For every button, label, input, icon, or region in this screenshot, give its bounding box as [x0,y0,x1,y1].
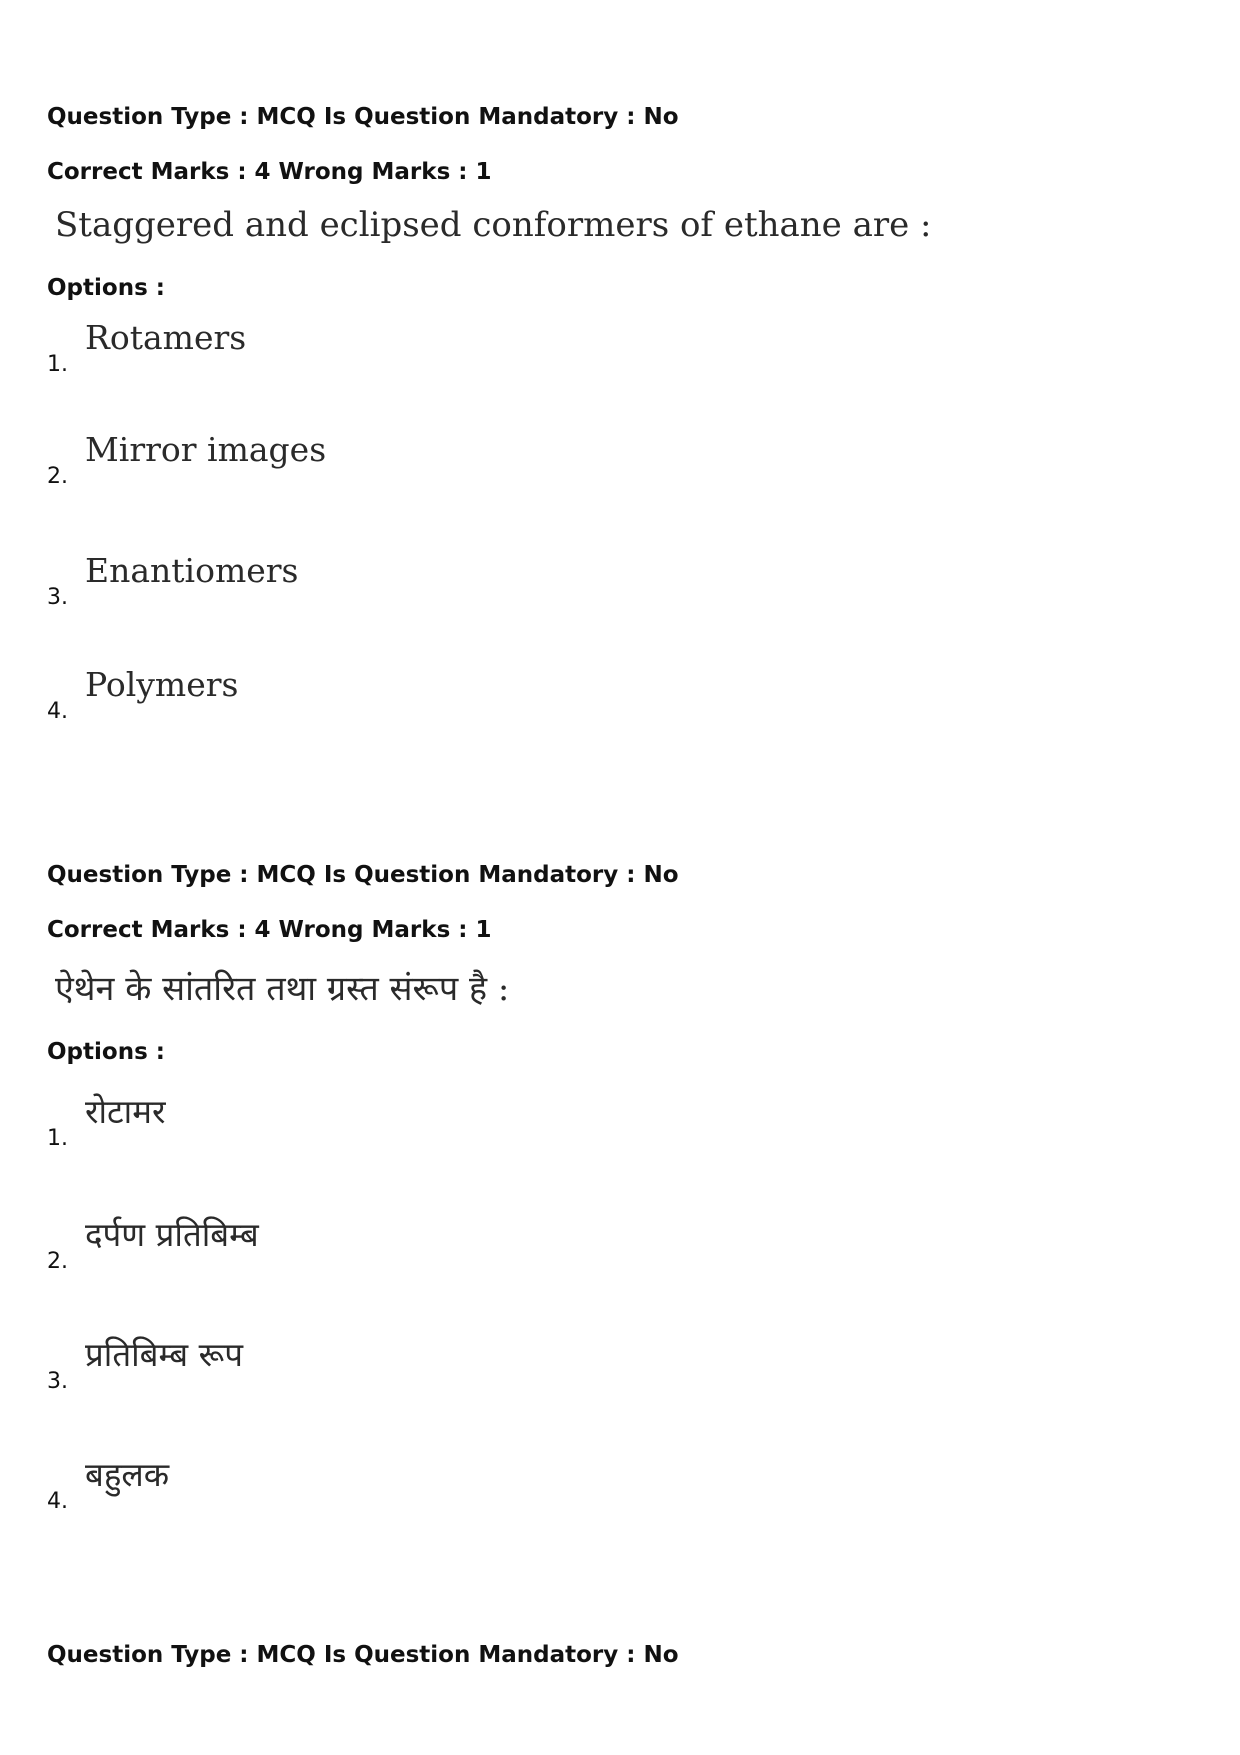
option-text: प्रतिबिम्ब रूप [85,1335,243,1374]
option-text: दर्पण प्रतिबिम्ब [85,1215,259,1254]
marks-line: Correct Marks : 4 Wrong Marks : 1 [47,159,492,185]
option-text: Polymers [85,665,239,704]
option-number: 1. [47,352,68,377]
option-number: 1. [47,1126,68,1151]
option-number: 4. [47,699,68,724]
question-text: ऐथेन के सांतरित तथा ग्रस्त संरूप है : [55,969,510,1009]
option-number: 3. [47,585,68,610]
question-text: Staggered and eclipsed conformers of ethane are : [55,205,932,245]
question-type-line: Question Type : MCQ Is Question Mandatory : No [47,1642,679,1668]
question-type-line: Question Type : MCQ Is Question Mandatory : No [47,104,679,130]
option-text: रोटामर [85,1092,166,1131]
option-text: Rotamers [85,318,247,357]
option-text: Enantiomers [85,551,299,590]
option-number: 4. [47,1489,68,1514]
marks-line: Correct Marks : 4 Wrong Marks : 1 [47,917,492,943]
option-text: Mirror images [85,430,327,469]
option-number: 2. [47,464,68,489]
options-label: Options : [47,1039,165,1065]
options-label: Options : [47,275,165,301]
option-number: 2. [47,1249,68,1274]
question-type-line: Question Type : MCQ Is Question Mandatory : No [47,862,679,888]
option-text: बहुलक [85,1455,170,1494]
option-number: 3. [47,1369,68,1394]
